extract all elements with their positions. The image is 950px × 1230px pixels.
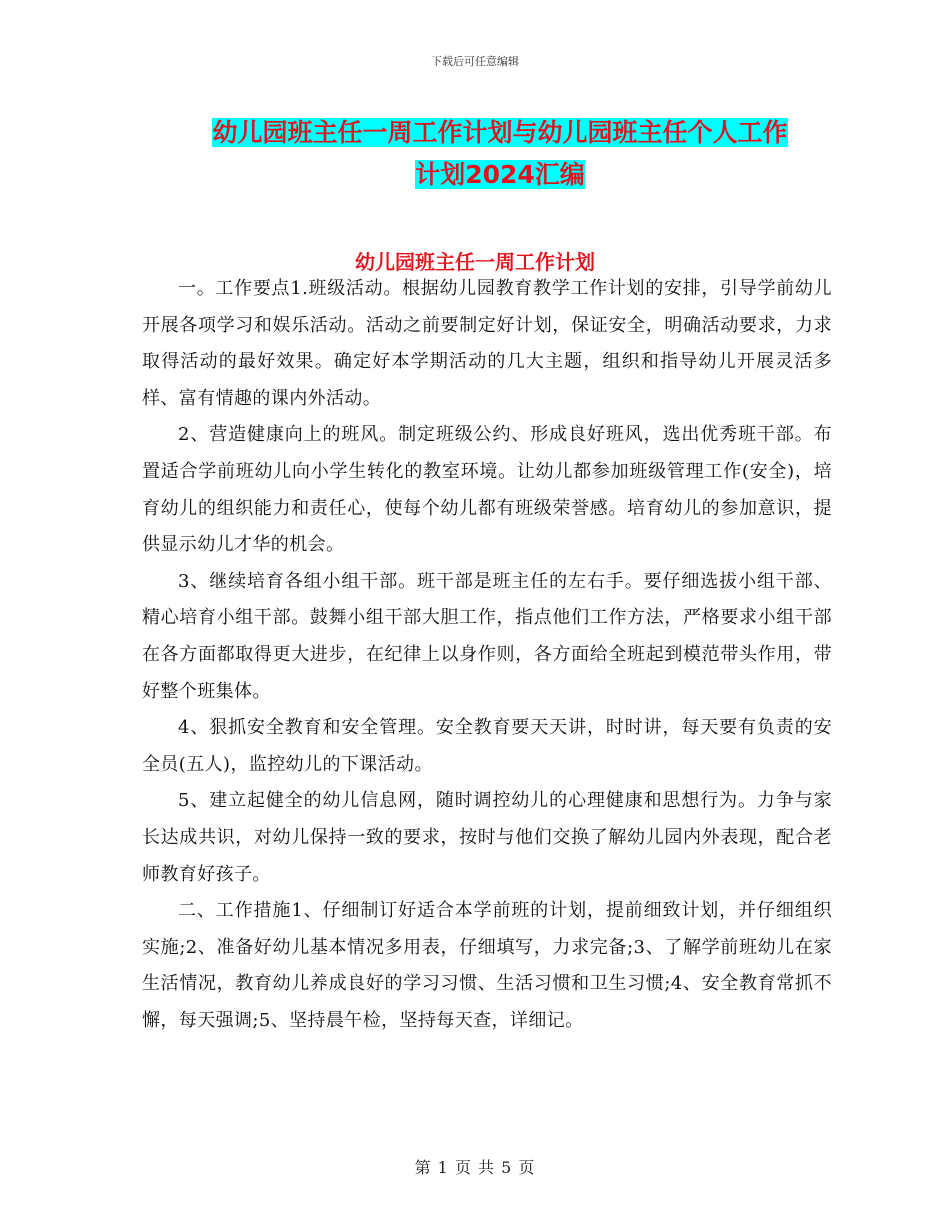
paragraph: 5、建立起健全的幼儿信息网，随时调控幼儿的心理健康和思想行为。力争与家长达成共识，对幼儿保持一致的要求，按时与他们交换了解幼儿园内外表现，配合老师教育好孩子。 (142, 790, 832, 885)
paragraph: 2、营造健康向上的班风。制定班级公约、形成良好班风，选出优秀班干部。布置适合学前班幼儿向小学生转化的教室环境。让幼儿都参加班级管理工作(安全)，培育幼儿的组织能力和责任心，使每个幼儿都有班级荣誉感。培育幼儿的参加意识，提供显示幼儿才华的机会。 (142, 424, 832, 556)
paragraph: 4、狠抓安全教育和安全管理。安全教育要天天讲，时时讲，每天要有负责的安全员(五人)，监控幼儿的下课活动。 (142, 717, 832, 775)
paragraph: 二、工作措施1、仔细制订好适合本学前班的计划，提前细致计划，并仔细组织实施;2、准备好幼儿基本情况多用表，仔细填写，力求完备;3、了解学前班幼儿在家生活情况，教育幼儿养成良好的学习习惯、生活习惯和卫生习惯;4、安全教育常抓不懈，每天强调;5、坚持晨午检，坚持每天查，详细记。 (142, 900, 832, 1031)
paragraph: 一。工作要点1.班级活动。根据幼儿园教育教学工作计划的安排，引导学前幼儿开展各项学习和娱乐活动。活动之前要制定好计划，保证安全，明确活动要求，力求取得活动的最好效果。确定好本学期活动的几大主题，组织和指导幼儿开展灵活多样、富有情趣的课内外活动。 (142, 278, 832, 409)
paragraph: 3、继续培育各组小组干部。班干部是班主任的左右手。要仔细选拔小组干部、精心培育小组干部。鼓舞小组干部大胆工作，指点他们工作方法，严格要求小组干部在各方面都取得更大进步，在纪律上以身作则，各方面给全班起到模范带头作用，带好整个班集体。 (142, 570, 832, 702)
document-title (140, 112, 860, 196)
title-line-1: 幼儿园班主任一周工作计划与幼儿园班主任个人工作 (212, 118, 788, 147)
body-text (142, 271, 832, 1039)
header-note: 下载后可任意编辑 (431, 55, 519, 68)
section-title: 幼儿园班主任一周工作计划 (355, 250, 595, 274)
title-line-2: 计划2024汇编 (415, 160, 585, 189)
page-footer: 第 1 页 共 5 页 (414, 1158, 536, 1177)
